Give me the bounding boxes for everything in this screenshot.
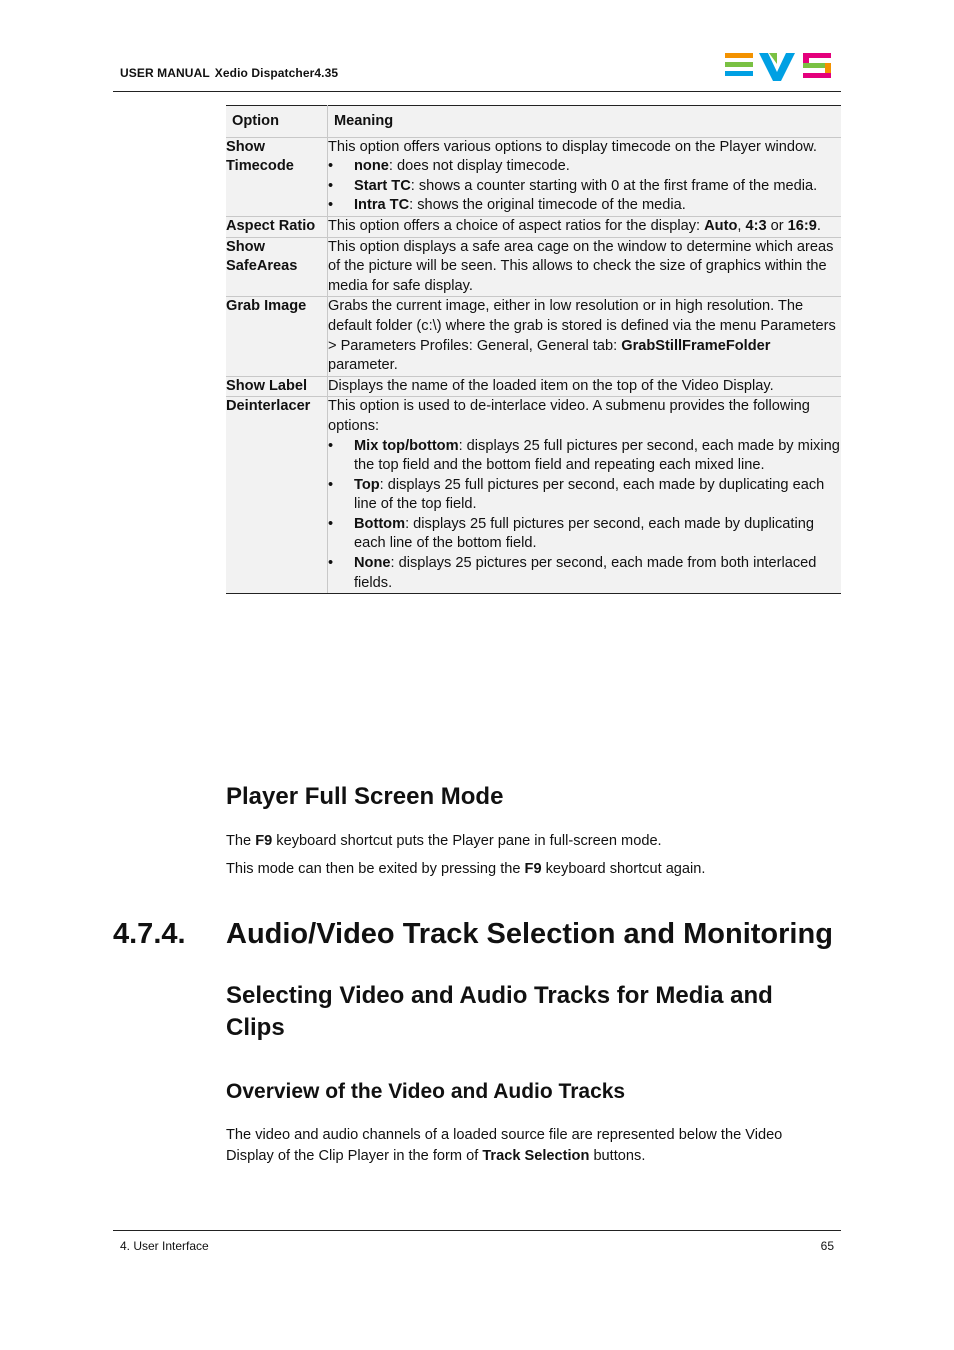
list-item: • None: displays 25 pictures per second, each made from both interlaced fields. xyxy=(328,554,841,593)
page-footer xyxy=(113,1230,841,1253)
meaning-show-label: Displays the name of the loaded item on the top of the Video Display. xyxy=(328,376,842,397)
subsubsection-heading: Overview of the Video and Audio Tracks xyxy=(226,1080,626,1103)
footer-chapter: 4. User Interface xyxy=(120,1239,209,1253)
meaning-aspect-ratio: This option offers a choice of aspect ratios for the display: Auto, 4:3 or 16:9. xyxy=(328,216,842,237)
option-show-label: Show Label xyxy=(226,376,328,397)
list-item: • Bottom: displays 25 full pictures per second, each made by duplicating each line of the bottom field. xyxy=(328,515,841,554)
list-item: • Mix top/bottom: displays 25 full pictures per second, each made by mixing the top field and the bottom field and repeating each mixed line. xyxy=(328,437,841,476)
fullscreen-paragraph-1: The F9 keyboard shortcut puts the Player pane in full-screen mode. xyxy=(226,833,662,849)
list-item: • Top: displays 25 full pictures per second, each made by duplicating each line of the top field. xyxy=(328,476,841,515)
section-title: Audio/Video Track Selection and Monitoring xyxy=(226,918,833,950)
meaning-show-safeareas: This option displays a safe area cage on the window to determine which areas of the picture will be seen. This allows to check the size of graphics within the media for safe display. xyxy=(328,237,842,297)
subsection-heading: Selecting Video and Audio Tracks for Media and Clips xyxy=(226,982,773,1041)
fullscreen-heading: Player Full Screen Mode xyxy=(226,783,504,810)
table-row xyxy=(226,237,841,297)
table-row xyxy=(226,376,841,397)
bullet-list xyxy=(328,157,841,216)
option-show-safeareas: Show SafeAreas xyxy=(226,237,328,297)
evs-logo-icon xyxy=(725,52,835,82)
fullscreen-paragraph-2: This mode can then be exited by pressing the F9 keyboard shortcut again. xyxy=(226,861,706,877)
page-header xyxy=(113,50,841,92)
table-row xyxy=(226,397,841,594)
option-deinterlacer: Deinterlacer xyxy=(226,397,328,594)
overview-paragraph: The video and audio channels of a loaded source file are represented below the Video Display of the Clip Player in the form of Track Selection buttons. xyxy=(226,1127,783,1164)
section-number: 4.7.4. xyxy=(113,918,186,950)
list-item: • Intra TC: shows the original timecode of the media. xyxy=(328,196,841,216)
product-name: Xedio Dispatcher xyxy=(214,66,315,80)
header-title xyxy=(120,66,343,80)
list-item: • Start TC: shows a counter starting with 0 at the first frame of the media. xyxy=(328,177,841,197)
table-header-row xyxy=(226,106,841,138)
meaning-deinterlacer: This option is used to de-interlace video. A submenu provides the following options: • Mix top/bottom: displays 25 full pictures per second, each made by mixing the top field and the bottom field and repeating each mixed line. • Top: displays 25 full pictures per second, each made by duplicating each line of the top field. • Bottom: displays 25 full pictures per second, each made by duplicating each line of the bottom field. • None: displays 25 pictures per second, each made from both interlaced fields. xyxy=(328,397,842,594)
option-grab-image: Grab Image xyxy=(226,297,328,376)
column-header-option: Option xyxy=(226,106,328,138)
list-item: • none: does not display timecode. xyxy=(328,157,841,177)
product-version: 4.35 xyxy=(314,66,339,80)
bullet-list xyxy=(328,437,841,594)
page-number: 65 xyxy=(820,1239,834,1253)
options-table xyxy=(226,105,841,594)
option-show-timecode: Show Timecode xyxy=(226,137,328,216)
table-row xyxy=(226,137,841,216)
meaning-grab-image: Grabs the current image, either in low resolution or in high resolution. The default folder (c:\) where the grab is stored is defined via the menu Parameters > Parameters Profiles: General, General tab: GrabStillFrameFolder parameter. xyxy=(328,297,842,376)
option-aspect-ratio: Aspect Ratio xyxy=(226,216,328,237)
table-row xyxy=(226,216,841,237)
meaning-show-timecode: This option offers various options to display timecode on the Player window. • none: does not display timecode. • Start TC: shows a counter starting with 0 at the first frame of the media. • Intra TC: shows the original timecode of the media. xyxy=(328,137,842,216)
manual-label: USER MANUAL xyxy=(120,66,210,80)
table-row xyxy=(226,297,841,376)
column-header-meaning: Meaning xyxy=(328,106,842,138)
